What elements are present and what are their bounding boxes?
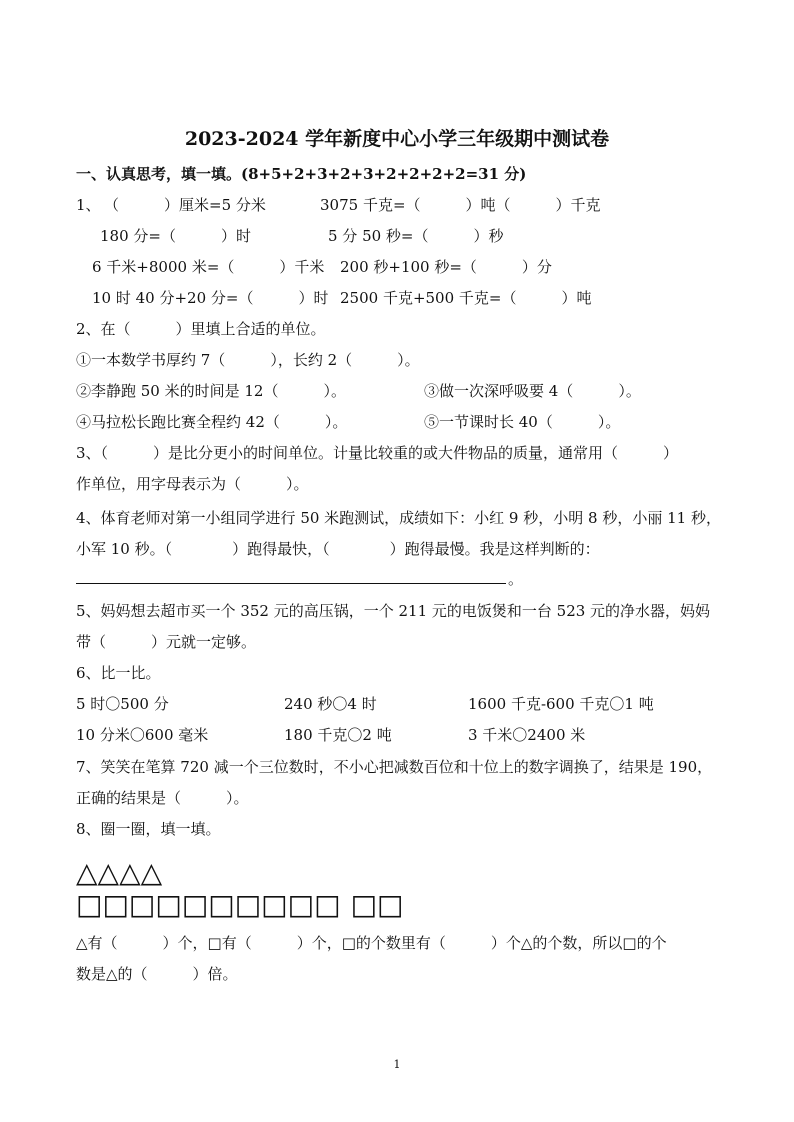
q6-stem: 6、比一比。 xyxy=(76,664,161,682)
q8-line: △有（ ）个，□有（ ）个，□的个数里有（ ）个△的个数，所以□的个 xyxy=(76,934,667,952)
q2-stem: 2、在（ ）里填上合适的单位。 xyxy=(76,320,326,338)
q7-line: 7、笑笑在笔算 720 减一个三位数时，不小心把减数百位和十位上的数字调换了，结果是 190， xyxy=(76,758,713,776)
squares-group-b: □□ xyxy=(350,888,404,921)
q4-line: 小军 10 秒。（ ）跑得最快，（ ）跑得最慢。我是这样判断的： xyxy=(76,540,600,558)
q2-item: ⑤一节课时长 40（ ）。 xyxy=(424,413,621,431)
q1-label: 1、 xyxy=(76,196,101,214)
q3-line: 3、（ ）是比分更小的时间单位。计量比较重的或大件物品的质量，通常用（ ） xyxy=(76,444,679,462)
q8-stem: 8、圈一圈，填一填。 xyxy=(76,820,221,838)
q5-line: 带（ ）元就一定够。 xyxy=(76,633,257,651)
q4-line: 4、体育老师对第一小组同学进行 50 米跑测试，成绩如下：小红 9 秒，小明 8 秒，小丽 11 秒， xyxy=(76,509,721,527)
q8-line: 数是△的（ ）倍。 xyxy=(76,965,238,983)
q1-item: 10 时 40 分+20 分=（ ）时 xyxy=(92,289,329,307)
q2-item: ②李静跑 50 米的时间是 12（ ）。 xyxy=(76,382,346,400)
q1-item: 200 秒+100 秒=（ ）分 xyxy=(340,258,552,276)
q6-item: 180 千克〇2 吨 xyxy=(284,726,392,744)
q2-item: ④马拉松长跑比赛全程约 42（ ）。 xyxy=(76,413,348,431)
q1-item: 6 千米+8000 米=（ ）千米 xyxy=(92,258,325,276)
q1-item: 180 分=（ ）时 xyxy=(100,227,251,245)
page-number: 1 xyxy=(393,1058,401,1071)
squares-group-a: □□□□□□□□□□ xyxy=(76,888,341,921)
q6-item: 3 千米〇2400 米 xyxy=(468,726,586,744)
q6-item: 10 分米〇600 毫米 xyxy=(76,726,209,744)
q2-item: ③做一次深呼吸要 4（ ）。 xyxy=(424,382,641,400)
q1-item: 5 分 50 秒=（ ）秒 xyxy=(328,227,504,245)
q2-item: ①一本数学书厚约 7（ ），长约 2（ ）。 xyxy=(76,351,420,369)
q6-item: 240 秒〇4 时 xyxy=(284,695,377,713)
triangles-row: △△△△ xyxy=(76,856,163,889)
q1-item: 2500 千克+500 千克=（ ）吨 xyxy=(340,289,592,307)
squares-row xyxy=(76,888,403,921)
page-title: 2023-2024 学年新度中心小学三年级期中测试卷 xyxy=(184,128,610,150)
q6-item: 5 时〇500 分 xyxy=(76,695,169,713)
q5-line: 5、妈妈想去超市买一个 352 元的高压锅，一个 211 元的电饭煲和一台 523 元的净水器，妈妈 xyxy=(76,602,711,620)
section-heading: 一、认真思考，填一填。(8+5+2+3+2+3+2+2+2+2=31 分) xyxy=(76,165,527,183)
answer-blank-line[interactable] xyxy=(76,583,506,584)
q3-line: 作单位，用字母表示为（ ）。 xyxy=(76,475,309,493)
q4-end: 。 xyxy=(508,570,524,588)
q7-line: 正确的结果是（ ）。 xyxy=(76,789,249,807)
q1-item: （ ）厘米=5 分米 xyxy=(104,196,266,214)
q6-item: 1600 千克-600 千克〇1 吨 xyxy=(468,695,654,713)
q1-item: 3075 千克=（ ）吨（ ）千克 xyxy=(320,196,601,214)
